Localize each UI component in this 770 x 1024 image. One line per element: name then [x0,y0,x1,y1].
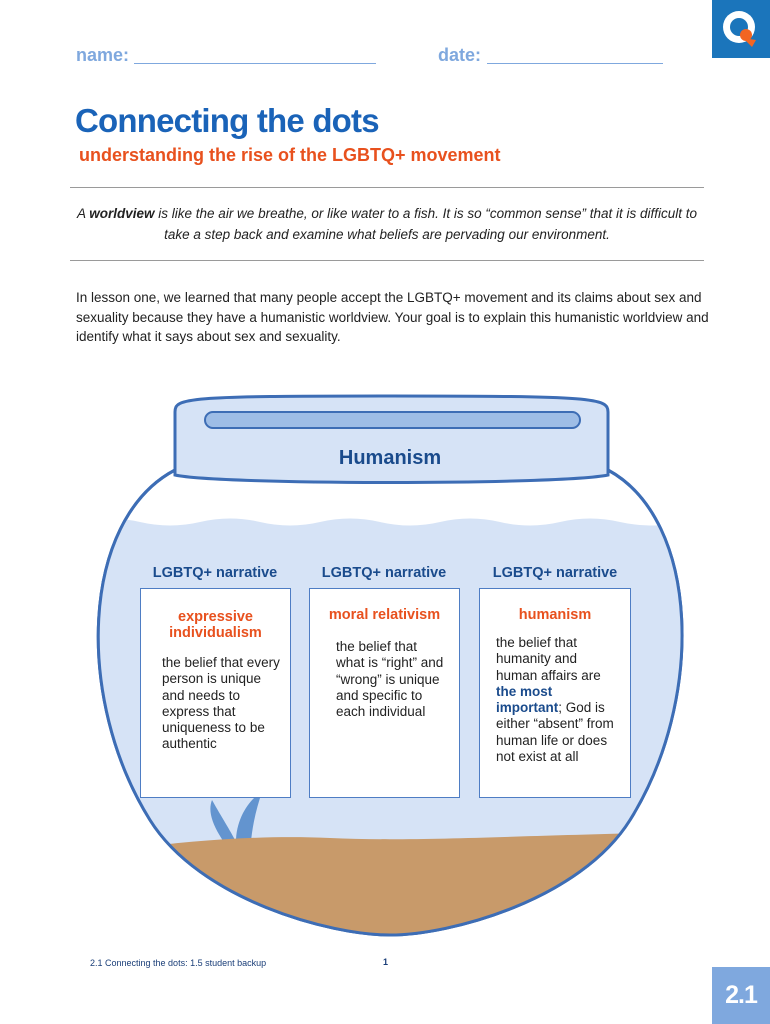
card-body: the belief that every person is unique and needs to express that uniqueness to be authentic [162,655,280,752]
definition-term: worldview [89,206,155,221]
column-header-2: LGBTQ+ narrative [321,565,447,581]
card-body: the belief that what is “right” and “wrong” is unique and specific to each individual [336,639,444,720]
column-header-3: LGBTQ+ narrative [492,565,618,581]
card-body-emphasis: the most important [496,683,559,716]
page-title: Connecting the dots [75,102,379,139]
card-title: expressive individualism [169,609,262,641]
column-header-1: LGBTQ+ narrative [152,565,278,581]
card-humanism [479,588,631,798]
date-label: date: [438,45,482,65]
name-label: name: [76,45,130,65]
card-expressive-individualism [140,588,291,798]
card-title: humanism [518,607,592,623]
lesson-number-badge: 2.1 [712,967,770,1024]
definition-rest: is like the air we breathe, or like water to a fish. It is so “common sense” that it is difficult to take a step back and examine what beliefs are pervading our environment. [154,206,697,242]
bowl-title: Humanism [338,447,442,469]
card-title: moral relativism [328,607,441,623]
card-body [496,635,620,765]
intro-paragraph: In lesson one, we learned that many people accept the LGBTQ+ movement and its claims about sex and sexuality because they have a humanistic worldview. Your goal is to explain this humanistic worldview and identify what it says about sex and sexuality. [76,290,709,344]
page-subtitle: understanding the rise of the LGBTQ+ movement [79,145,501,165]
footer-doc-title: 2.1 Connecting the dots: 1.5 student backup [90,958,267,968]
definition-lead: A [77,206,90,221]
card-body-part: ; God is either “absent” from human life or does not exist at all [496,700,614,765]
card-moral-relativism [309,588,460,798]
page-number: 1 [383,957,389,967]
card-body-part: the belief that humanity and human affairs are [496,635,601,683]
